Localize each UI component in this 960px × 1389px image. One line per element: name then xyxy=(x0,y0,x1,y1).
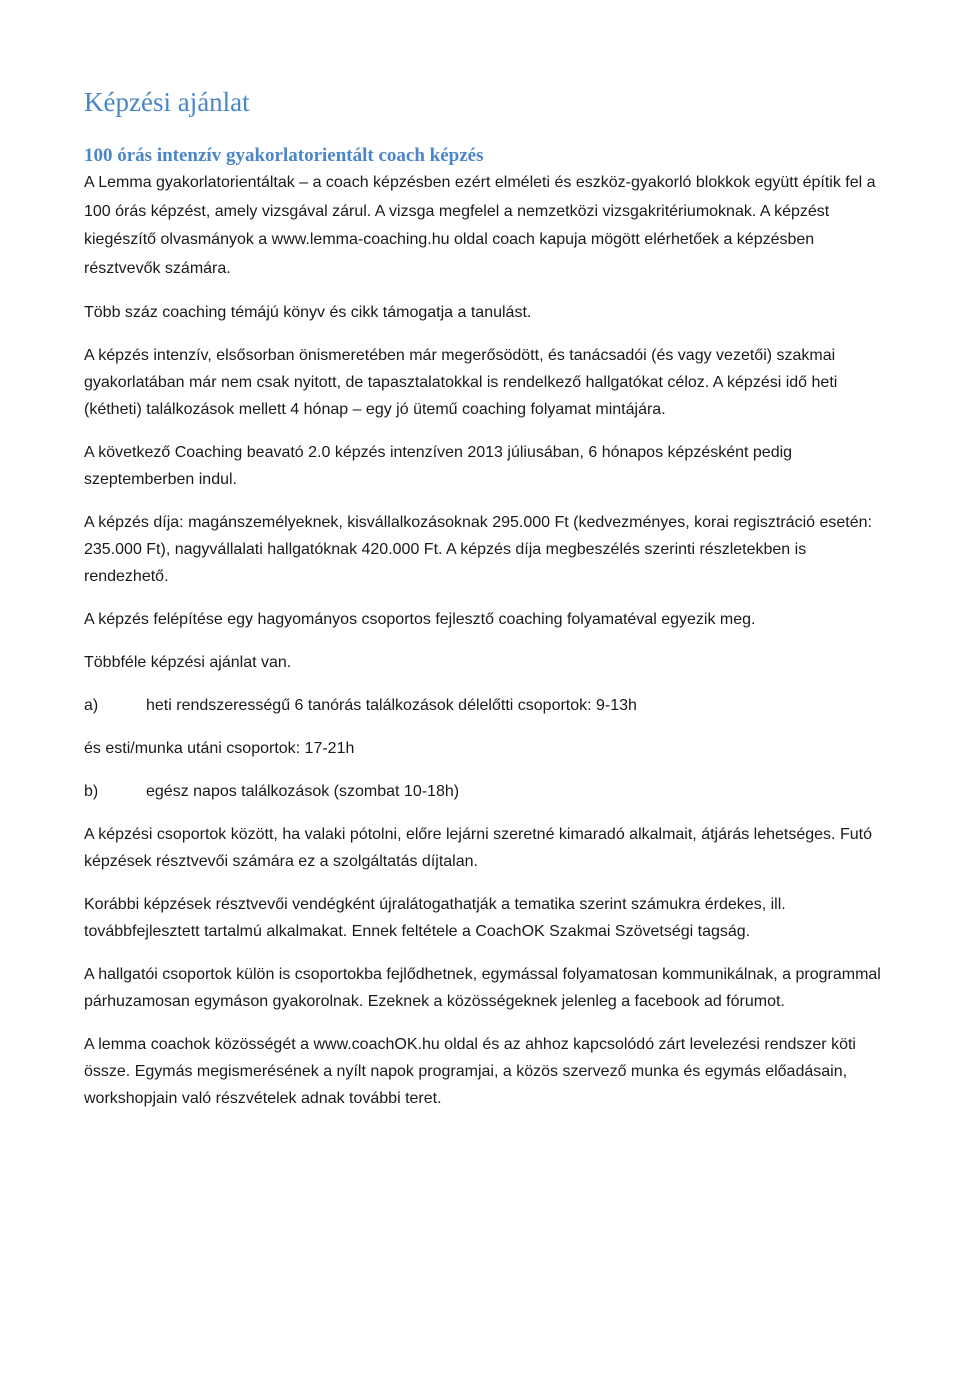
list-text-b: egész napos találkozások (szombat 10-18h) xyxy=(146,783,460,800)
list-item-a xyxy=(84,692,884,719)
list-marker-b: b) xyxy=(84,783,99,800)
paragraph-resources: Több száz coaching témájú könyv és cikk támogatja a tanulást. xyxy=(84,304,532,321)
list-item-a-continuation: és esti/munka utáni csoportok: 17-21h xyxy=(84,740,355,757)
list-item-b xyxy=(84,778,884,805)
paragraph-next-start: A következő Coaching beavató 2.0 képzés intenzíven 2013 júliusában, 6 hónapos képzésként pedig szeptemberben indul. xyxy=(84,444,793,488)
paragraph-target-audience: A képzés intenzív, elsősorban önismeretében már megerősödött, és tanácsadói (és vagy vezetői) szakmai gyakorlatában már nem csak nyitott, de tapasztalatokkal is rendelkező hallgatókat céloz. A képzési idő heti (kétheti) találkozások mellett 4 hónap – egy jó ütemű coaching folyamat mintájára. xyxy=(84,347,838,418)
paragraph-groups: A hallgatói csoportok külön is csoportokba fejlődhetnek, egymással folyamatosan kommunikálnak, a programmal párhuzamosan egymáson gyakorolnak. Ezeknek a közösségeknek jelenleg a facebook ad fórumot. xyxy=(84,966,881,1010)
paragraph-switching: A képzési csoportok között, ha valaki pótolni, előre lejárni szeretné kimaradó alkalmait, átjárás lehetséges. Futó képzések résztvevői számára ez a szolgáltatás díjtalan. xyxy=(84,826,872,870)
paragraph-community: A lemma coachok közösségét a www.coachOK.hu oldal és az ahhoz kapcsolódó zárt levelezési rendszer köti össze. Egymás megismerésének a nyílt napok programjai, a közös szervező munka és egymás előadásain, workshopjain való részvételek adnak további teret. xyxy=(84,1036,856,1107)
page-title: Képzési ajánlat xyxy=(84,87,250,117)
paragraph-alumni: Korábbi képzések résztvevői vendégként újralátogathatják a tematika szerint számukra érdekes, ill. továbbfejlesztett tartalmú alkalmakat. Ennek feltétele a CoachOK Szakmai Szövetségi tagság. xyxy=(84,896,786,940)
intro-paragraph: A Lemma gyakorlatorientáltak – a coach képzésben ezért elméleti és eszköz-gyakorló blokkok együtt építik fel a 100 órás képzést, amely vizsgával zárul. A vizsga megfelel a nemzetközi vizsgakritériumoknak. A képzést kiegészítő olvasmányok a www.lemma-coaching.hu oldal coach kapuja mögött elérhetőek a képzésben résztvevők számára. xyxy=(84,174,876,277)
paragraph-structure: A képzés felépítése egy hagyományos csoportos fejlesztő coaching folyamatéval egyezik meg. xyxy=(84,611,756,628)
paragraph-fee: A képzés díja: magánszemélyeknek, kisvállalkozásoknak 295.000 Ft (kedvezményes, korai regisztráció esetén: 235.000 Ft), nagyvállalati hallgatóknak 420.000 Ft. A képzés díja megbeszélés szerinti részletekben is rendezhető. xyxy=(84,514,872,585)
paragraph-offers: Többféle képzési ajánlat van. xyxy=(84,654,292,671)
section-subtitle: 100 órás intenzív gyakorlatorientált coach képzés xyxy=(84,145,484,166)
list-marker-a: a) xyxy=(84,697,99,714)
document-page xyxy=(84,86,884,1112)
list-text-a: heti rendszerességű 6 tanórás találkozások délelőtti csoportok: 9-13h xyxy=(146,697,637,714)
